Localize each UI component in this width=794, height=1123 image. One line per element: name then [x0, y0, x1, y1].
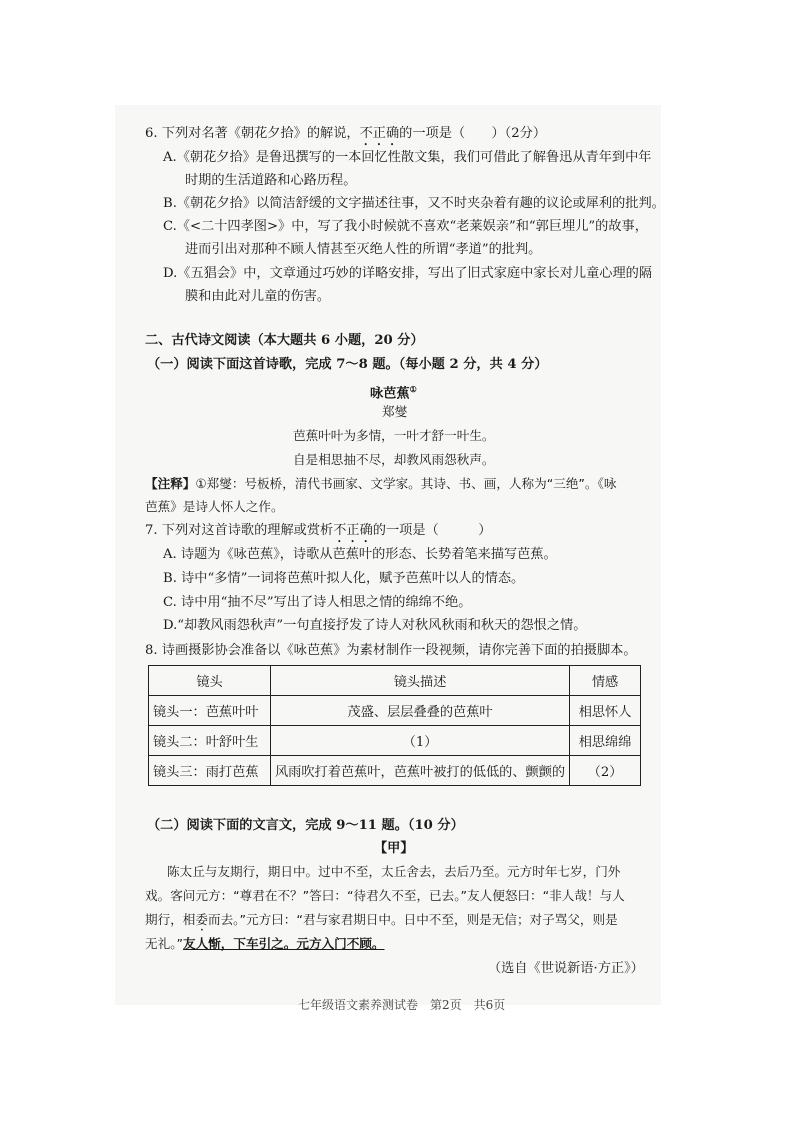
- passage-source: （选自《世说新语·方正》）: [488, 961, 644, 976]
- q7-option-b: B. 诗中“多情”一词将芭蕉叶拟人化，赋予芭蕉叶以人的情态。: [163, 571, 525, 586]
- header-emotion: 情感: [570, 666, 641, 696]
- table-cell: 风雨吹打着芭蕉叶，芭蕉叶被打的低低的、颤颤的: [271, 756, 570, 786]
- q6-option-c-line1: C.《<二十四孝图>》中，写了我小时候就不喜欢“老莱娱亲”和“郭巨埋儿”的故事，: [163, 219, 648, 234]
- q6-option-d-line1: D.《五猖会》中，文章通过巧妙的详略安排，写出了旧式家庭中家长对儿童心理的隔: [163, 266, 653, 281]
- section-two-heading: 二、古代诗文阅读（本大题共 6 小题，20 分）: [145, 333, 424, 348]
- q6-option-b: B.《朝花夕拾》以简洁舒缓的文字描述往事，又不时夹杂着有趣的议论或犀利的批判。: [163, 196, 665, 211]
- passage-jia-label: 【甲】: [374, 841, 414, 856]
- part-two-heading: （二）阅读下面的文言文，完成 9～11 题。（10 分）: [147, 818, 464, 833]
- q6-option-a-line2: 时期的生活道路和心路历程。: [185, 173, 357, 188]
- table-cell: 镜头三：雨打芭蕉: [149, 756, 271, 786]
- table-cell: 镜头二：叶舒叶生: [149, 726, 271, 756]
- poem-line-2: 自是相思抽不尽，却教风雨怨秋声。: [293, 452, 495, 467]
- poem-title: 咏芭蕉①: [370, 384, 417, 402]
- part-one-heading: （一）阅读下面这首诗歌，完成 7～8 题。（每小题 2 分，共 4 分）: [147, 357, 548, 372]
- table-row: [149, 756, 641, 786]
- poem-note-line1: 【注释】①郑燮：号板桥，清代书画家、文学家。其诗、书、画，人称为“三绝”。《咏: [145, 476, 617, 491]
- table-cell: 茂盛、层层叠叠的芭蕉叶: [271, 696, 570, 726]
- q6-option-a-line1: A.《朝花夕拾》是鲁迅撰写的一本回忆性散文集，我们可借此了解鲁迅从青年到中年: [163, 150, 652, 165]
- q7-option-c: C. 诗中用“抽不尽”写出了诗人相思之情的绵绵不绝。: [163, 595, 472, 610]
- q6-stem: 6. 下列对名著《朝花夕拾》的解说，不正确的一项是（ ）（2分）: [145, 126, 547, 141]
- table-cell: 相思绵绵: [570, 726, 641, 756]
- passage-line-3: 期行，相委而去。”元方曰：“君与家君期日中。日中不至，则是无信；对子骂父，则是: [145, 912, 618, 927]
- table-cell: 镜头一：芭蕉叶叶: [149, 696, 271, 726]
- table-cell-blank-1[interactable]: （1）: [271, 726, 570, 756]
- q8-stem: 8. 诗画摄影协会准备以《咏芭蕉》为素材制作一段视频，请你完善下面的拍摄脚本。: [145, 643, 637, 658]
- header-description: 镜头描述: [271, 666, 570, 696]
- q6-option-c-line2: 进而引出对那种不顾人情甚至灭绝人性的所谓“孝道”的批判。: [185, 242, 542, 257]
- table-row: [149, 726, 641, 756]
- poem-note-line2: 芭蕉》是诗人怀人之作。: [145, 499, 284, 514]
- table-row: [149, 696, 641, 726]
- q7-option-a: A. 诗题为《咏芭蕉》，诗歌从芭蕉叶的形态、长势着笔来描写芭蕉。: [163, 547, 557, 562]
- q7-stem: 7. 下列对这首诗歌的理解或赏析不正确的一项是（ ）: [145, 523, 492, 538]
- table-cell-blank-2[interactable]: （2）: [570, 756, 641, 786]
- page-footer: 七年级语文素养测试卷 第2页 共6页: [298, 998, 506, 1012]
- table-cell: 相思怀人: [570, 696, 641, 726]
- passage-line-2: 戏。客问元方：“尊君在不？”答曰：“待君久不至，已去。”友人便怒曰：“非人哉！与人: [145, 888, 625, 903]
- header-shot: 镜头: [149, 666, 271, 696]
- shooting-script-table: [148, 665, 641, 786]
- q6-option-d-line2: 膜和由此对儿童的伤害。: [185, 289, 331, 304]
- poem-author: 郑燮: [382, 404, 408, 419]
- poem-line-1: 芭蕉叶叶为多情，一叶才舒一叶生。: [293, 428, 495, 443]
- passage-line-1: 陈太丘与友期行，期日中。过中不至，太丘舍去，去后乃至。元方时年七岁，门外: [167, 864, 621, 879]
- q7-option-d: D.“却教风雨怨秋声”一句直接抒发了诗人对秋风秋雨和秋天的怨恨之情。: [163, 618, 587, 633]
- passage-line-4: 无礼。”友人惭，下车引之。元方入门不顾。: [145, 936, 385, 951]
- table-header-row: [149, 666, 641, 696]
